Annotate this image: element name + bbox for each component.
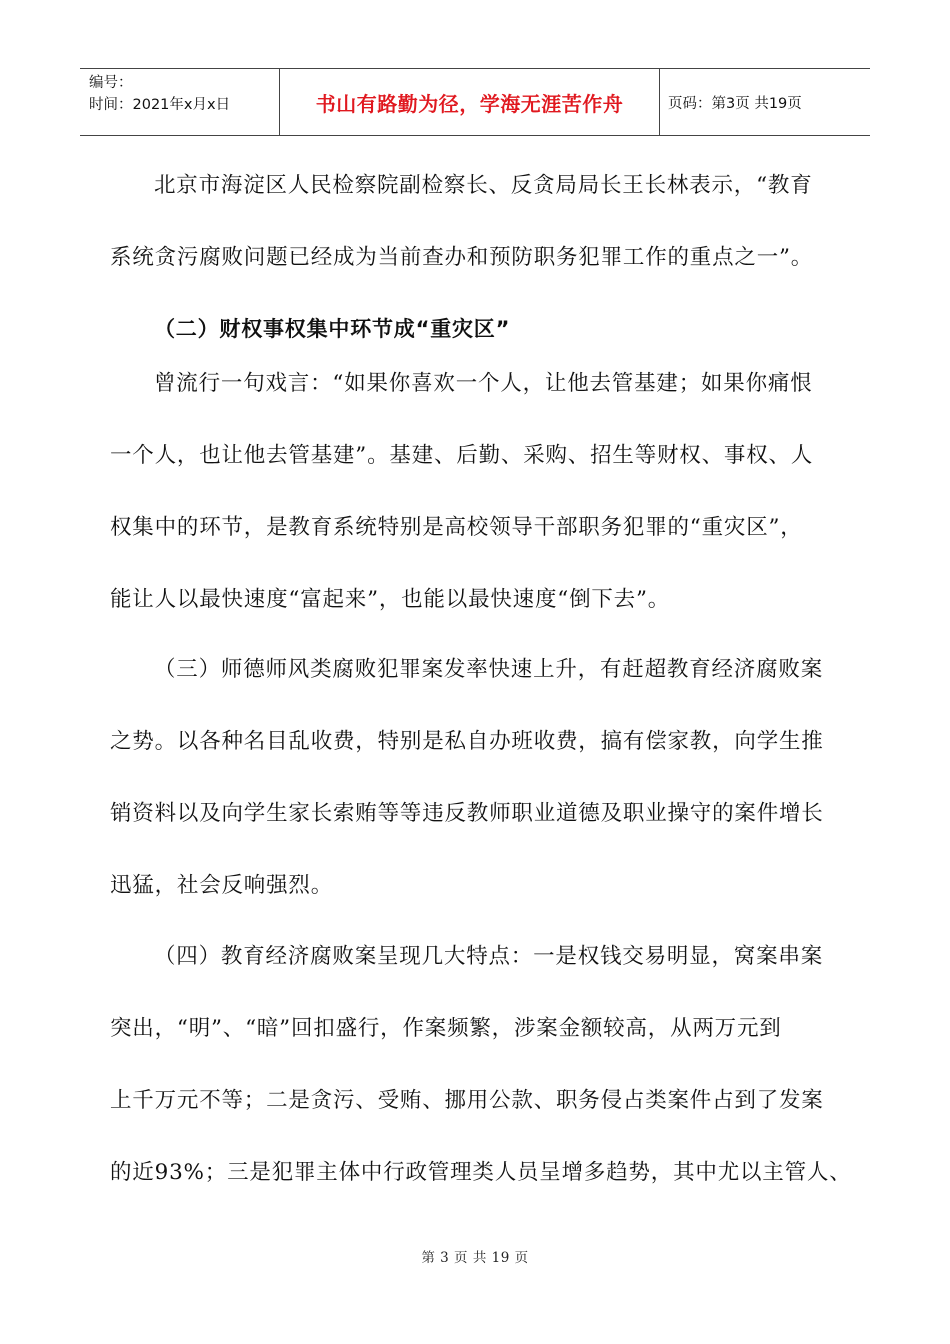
header-page-info: 页码：第3页 共19页: [668, 95, 802, 112]
header-motto: 书山有路勤为径，学海无涯苦作舟: [280, 69, 660, 135]
number-label: 编号：: [89, 75, 133, 91]
text-line: 能让人以最快速度“富起来”，也能以最快速度“倒下去”。: [110, 587, 671, 612]
page-footer: 第 3 页 共 19 页: [421, 1250, 529, 1266]
page-header: [80, 68, 870, 136]
text-line: 突出，“明”、“暗”回扣盛行，作案频繁，涉案金额较高，从两万元到: [110, 1016, 782, 1041]
text-line: 的近93%；三是犯罪主体中行政管理类人员呈增多趋势，其中尤以主管人、: [110, 1160, 852, 1185]
section-heading-2: （二）财权事权集中环节成“重灾区”: [154, 317, 511, 341]
paragraph-4: [110, 943, 852, 1231]
text-line: （三）师德师风类腐败犯罪案发率快速上升，有赶超教育经济腐败案: [154, 657, 824, 682]
paragraph-2: [110, 370, 828, 658]
text-line: 销资料以及向学生家长索贿等等违反教师职业道德及职业操守的案件增长: [110, 801, 824, 826]
text-line: 上千万元不等；二是贪污、受贿、挪用公款、职务侵占类案件占到了发案: [110, 1088, 824, 1113]
paragraph-1: [110, 172, 828, 316]
text-line: 迅猛，社会反响强烈。: [110, 873, 334, 898]
header-meta: [80, 69, 280, 135]
text-line: 之势。以各种名目乱收费，特别是私自办班收费，搞有偿家教，向学生推: [110, 729, 824, 754]
text-line: 权集中的环节，是教育系统特别是高校领导干部职务犯罪的“重灾区”，: [110, 515, 803, 540]
text-line: 曾流行一句戏言：“如果你喜欢一个人，让他去管基建；如果你痛恨: [154, 371, 813, 396]
text-line: 一个人，也让他去管基建”。基建、后勤、采购、招生等财权、事权、人: [110, 443, 814, 468]
text-line: 北京市海淀区人民检察院副检察长、反贪局局长王长林表示，“教育: [154, 173, 813, 198]
text-line: 系统贪污腐败问题已经成为当前查办和预防职务犯罪工作的重点之一”。: [110, 245, 814, 270]
paragraph-3: [110, 656, 828, 944]
text-line: （四）教育经济腐败案呈现几大特点：一是权钱交易明显，窝案串案: [154, 944, 824, 969]
date-label: 时间：2021年x月x日: [89, 97, 231, 113]
